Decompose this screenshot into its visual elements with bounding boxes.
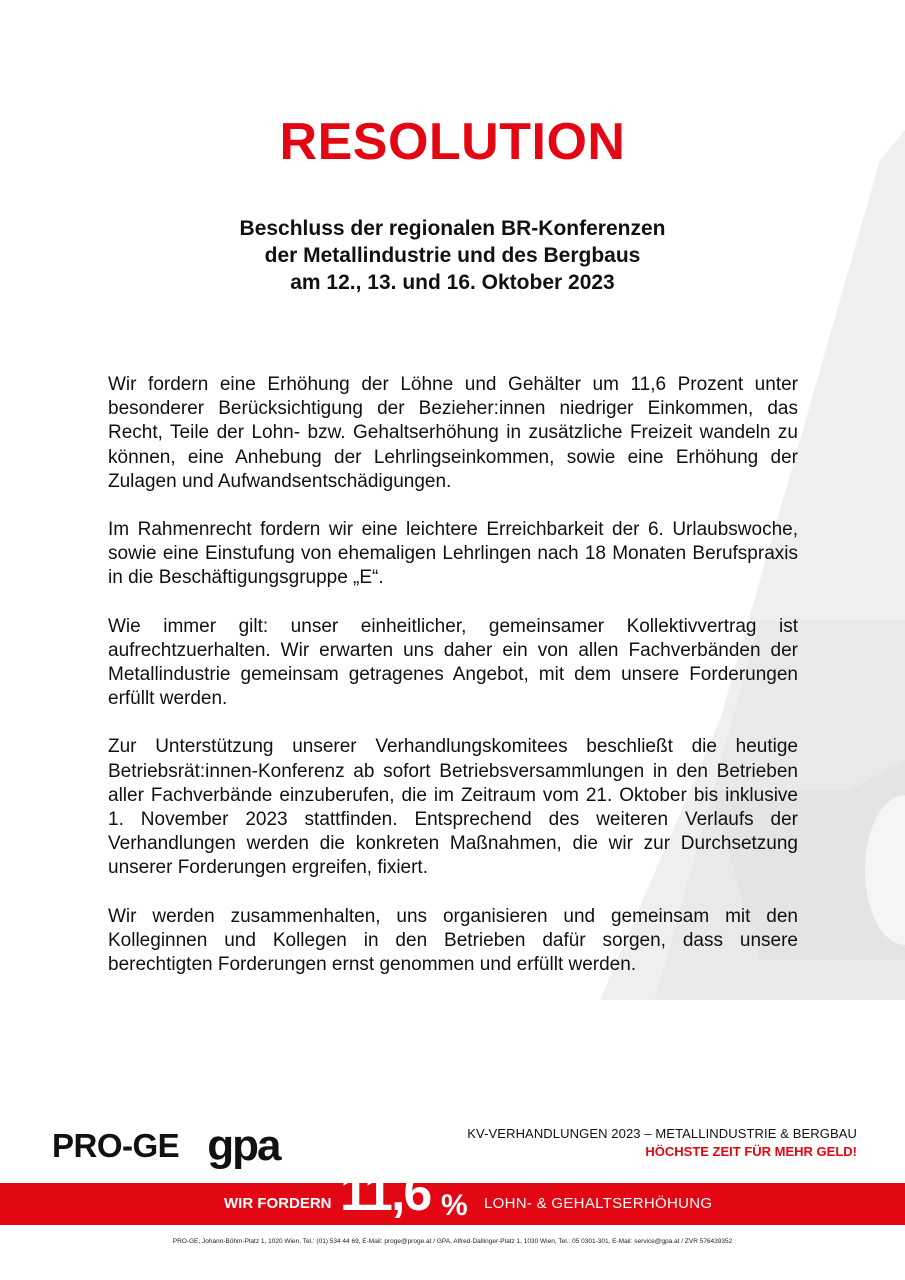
subtitle-line: Beschluss der regionalen BR-Konferenzen [239, 217, 666, 240]
subtitle-line: der Metallindustrie und des Bergbaus [264, 244, 641, 267]
banner-big-number: 11,6 [340, 1164, 431, 1222]
banner-left-text: WIR FORDERN [224, 1195, 332, 1212]
demand-banner [0, 1164, 905, 1225]
gpa-logo: gpa [207, 1121, 280, 1170]
campaign-heading [467, 1126, 857, 1159]
campaign-title: KV-VERHANDLUNGEN 2023 – METALLINDUSTRIE & BERGBAU [467, 1126, 857, 1141]
paragraph-solidarity: Wir werden zusammenhalten, uns organisieren und gemeinsam mit den Kolleginnen und Kollegen in den Betrieben dafür sorgen, dass unsere berechtigten Forderungen ernst genommen und erfüllt werden. [108, 905, 798, 976]
subtitle-line: am 12., 13. und 16. Oktober 2023 [290, 271, 615, 294]
campaign-slogan: HÖCHSTE ZEIT FÜR MEHR GELD! [645, 1144, 857, 1159]
paragraph-assemblies: Zur Unterstützung unserer Verhandlungskomitees beschließt die heutige Betriebsrät:innen-Konferenz ab sofort Betriebsversammlungen in den Betrieben aller Fachverbände einzuberufen, die im Zeitraum vom 21. Oktober bis inklusive 1. November 2023 stattfinden. Entsprechend des weiteren Verlaufs der Verhandlungen werden die konkreten Maßnahmen, die wir zur Durchsetzung unserer Forderungen ergreifen, fixiert. [108, 736, 798, 879]
banner-percent-sign: % [441, 1189, 468, 1222]
paragraph-framework: Im Rahmenrecht fordern wir eine leichtere Erreichbarkeit der 6. Urlaubswoche, sowie eine Einstufung von ehemaligen Lehrlingen nach 18 Monaten Berufspraxis in die Beschäftigungsgruppe „E“. [108, 519, 798, 589]
document-subtitle [0, 215, 905, 296]
resolution-body [108, 373, 798, 1001]
paragraph-demands: Wir fordern eine Erhöhung der Löhne und Gehälter um 11,6 Prozent unter besonderer Berücksichtigung der Bezieher:innen niedriger Einkommen, das Recht, Teile der Lohn- bzw. Gehaltserhöhung in zusätzliche Freizeit wandeln zu können, eine Anhebung der Lehrlingseinkommen, sowie eine Erhöhung der Zulagen und Aufwandsentschädigungen. [108, 374, 798, 492]
proge-logo: PRO-GE [52, 1127, 180, 1164]
footer-contact: PRO-GE, Johann-Böhm-Platz 1, 1020 Wien, Tel.: (01) 534 44 69, E-Mail: proge@proge.at / GPA, Alfred-Dallinger-Platz 1, 1030 Wien, Tel.: 05 0301-301, E-Mail: service@gpa.at / ZVR 576439352 [172, 1238, 733, 1245]
banner-right-text: LOHN- & GEHALTSERHÖHUNG [484, 1195, 713, 1212]
logo-group [52, 1121, 280, 1170]
document-title: RESOLUTION [279, 113, 626, 171]
paragraph-collective-agreement: Wie immer gilt: unser einheitlicher, gemeinsamer Kollektivvertrag ist aufrechtzuerhalten. Wir erwarten uns daher ein von allen Fachverbänden der Metallindustrie gemeinsam getragenes Angebot, mit dem unsere Forderungen erfüllt werden. [108, 615, 798, 710]
